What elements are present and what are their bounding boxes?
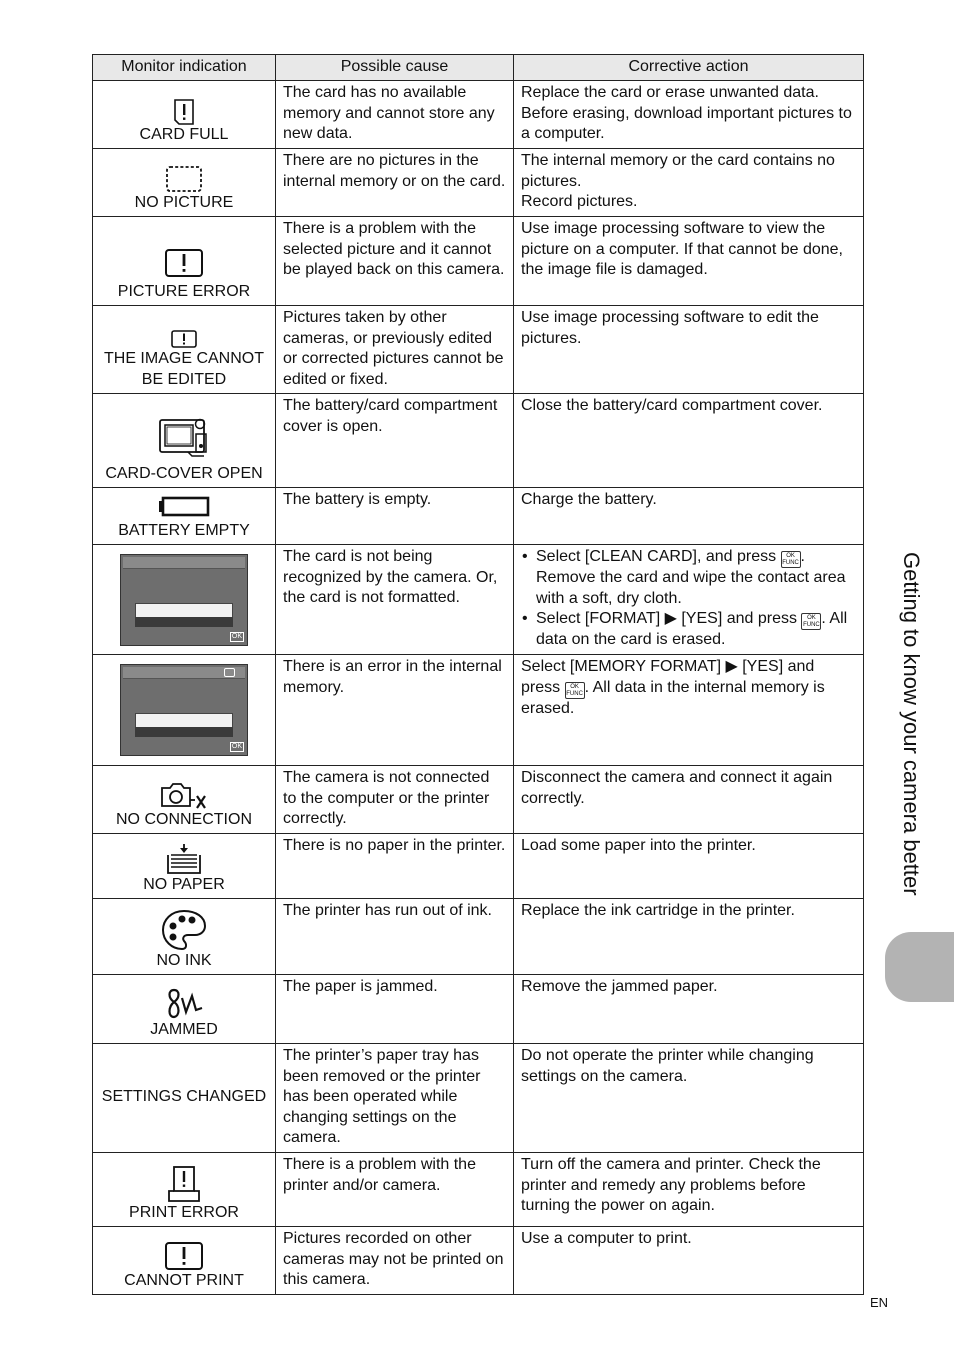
monitor-indication-cell (93, 545, 276, 655)
memory-icon (224, 668, 235, 677)
table-row (93, 1227, 864, 1295)
ok-mark: OK (231, 632, 242, 640)
action-cell: Use image processing software to view the picture on a computer. If that cannot be done, the image file is damaged. (514, 217, 864, 306)
action-cell: Replace the card or erase unwanted data. Before erasing, download important pictures to a computer. (514, 81, 864, 149)
monitor-indication-cell (93, 766, 276, 834)
table-row (93, 1044, 864, 1153)
header-monitor-indication: Monitor indication (93, 55, 276, 81)
printer-warning-icon (166, 1165, 202, 1203)
action-cell: Use a computer to print. (514, 1227, 864, 1295)
cause-cell: There is a problem with the printer and/or camera. (276, 1153, 514, 1227)
table-row (93, 149, 864, 217)
cause-cell: The battery/card compartment cover is open. (276, 394, 514, 488)
monitor-indication-cell (93, 655, 276, 766)
table-row (93, 545, 864, 655)
table-row (93, 766, 864, 834)
table-row (93, 488, 864, 545)
table-row (93, 81, 864, 149)
indication-label: JAMMED (150, 1020, 218, 1038)
indication-label: BATTERY EMPTY (118, 521, 250, 539)
action-bullet: • Select [CLEAN CARD], and press OK FUNC . Remove the card and wipe the contact area with a soft, dry cloth. (521, 547, 856, 609)
indication-label: THE IMAGE CANNOT BE EDITED (103, 350, 264, 388)
cause-cell: Pictures recorded on other cameras may not be printed on this camera. (276, 1227, 514, 1295)
monitor-indication-cell (93, 1044, 276, 1153)
camera-disconnected-icon (159, 782, 209, 810)
table-row (93, 834, 864, 899)
indication-label: NO PICTURE (134, 193, 234, 211)
action-cell: Turn off the camera and printer. Check the printer and remedy any problems before turning the power on again. (514, 1153, 864, 1227)
camera-cover-open-icon (158, 414, 210, 458)
indication-label: PRINT ERROR (129, 1203, 239, 1221)
indication-label: SETTINGS CHANGED (101, 1088, 267, 1106)
monitor-indication-cell (93, 81, 276, 149)
ink-palette-icon (161, 909, 207, 951)
monitor-indication-cell (93, 975, 276, 1044)
error-message-table (92, 54, 864, 1295)
cause-cell: There are no pictures in the internal memory or on the card. (276, 149, 514, 217)
table-row (93, 899, 864, 975)
monitor-indication-cell (93, 899, 276, 975)
indication-label: PICTURE ERROR (117, 282, 251, 300)
monitor-indication-cell (93, 834, 276, 899)
cannot-print-icon (164, 1241, 204, 1271)
card-warning-icon (173, 99, 195, 125)
cause-cell: The printer’s paper tray has been removed or the printer has been operated while changing settings on the camera. (276, 1044, 514, 1153)
cause-cell: Pictures taken by other cameras, or previously edited or corrected pictures cannot be edited or fixed. (276, 306, 514, 394)
cause-cell: The battery is empty. (276, 488, 514, 545)
indication-label: CANNOT PRINT (124, 1271, 244, 1289)
table-row (93, 217, 864, 306)
action-cell: The internal memory or the card contains no pictures. Record pictures. (514, 149, 864, 217)
monitor-indication-cell (93, 149, 276, 217)
action-cell: Select [MEMORY FORMAT] ▶ [YES] and press OK FUNC . All data in the internal memory is erased. (514, 655, 864, 766)
table-header-row (93, 55, 864, 81)
action-cell: Do not operate the printer while changing settings on the camera. (514, 1044, 864, 1153)
chapter-tab (885, 932, 954, 1002)
indication-label: NO PAPER (143, 875, 225, 893)
cause-cell: The card has no available memory and cannot store any new data. (276, 81, 514, 149)
cause-cell: There is an error in the internal memory. (276, 655, 514, 766)
battery-empty-icon (158, 496, 210, 518)
chapter-side-label: Getting to know your camera better (899, 552, 924, 896)
table-row (93, 394, 864, 488)
monitor-indication-cell (93, 217, 276, 306)
ok-func-button-icon: OK FUNC (803, 615, 820, 628)
cause-cell: There is a problem with the selected picture and it cannot be played back on this camera. (276, 217, 514, 306)
action-cell: Disconnect the camera and connect it again correctly. (514, 766, 864, 834)
table-row (93, 306, 864, 394)
cause-cell: The printer has run out of ink. (276, 899, 514, 975)
monitor-indication-cell (93, 488, 276, 545)
action-cell: Replace the ink cartridge in the printer. (514, 899, 864, 975)
action-cell: Remove the jammed paper. (514, 975, 864, 1044)
header-corrective-action: Corrective action (514, 55, 864, 81)
indication-label: NO INK (156, 951, 212, 969)
cause-cell: There is no paper in the printer. (276, 834, 514, 899)
monitor-indication-cell (93, 306, 276, 394)
indication-label: CARD-COVER OPEN (105, 464, 263, 482)
action-cell: Load some paper into the printer. (514, 834, 864, 899)
table-row (93, 655, 864, 766)
action-cell (514, 545, 864, 655)
header-possible-cause: Possible cause (276, 55, 514, 81)
ok-func-button-icon: OK FUNC (566, 683, 583, 697)
cause-cell: The paper is jammed. (276, 975, 514, 1044)
action-cell: Charge the battery. (514, 488, 864, 545)
monitor-indication-cell (93, 1153, 276, 1227)
action-bullet: • Select [FORMAT] ▶ [YES] and press OK FUNC . All data on the card is erased. (521, 609, 856, 651)
memory-setup-screen (120, 664, 248, 756)
warning-frame-icon (164, 248, 204, 278)
monitor-indication-cell (93, 1227, 276, 1295)
paper-jam-icon (164, 988, 204, 1020)
action-bullet-list (521, 547, 856, 651)
card-setup-screen (120, 554, 248, 646)
indication-label: CARD FULL (139, 125, 229, 143)
ok-mark: OK (231, 743, 242, 750)
cause-cell: The card is not being recognized by the camera. Or, the card is not formatted. (276, 545, 514, 655)
action-cell: Close the battery/card compartment cover. (514, 394, 864, 488)
action-cell: Use image processing software to edit the pictures. (514, 306, 864, 394)
paper-tray-icon (165, 843, 203, 875)
empty-frame-icon (165, 165, 203, 193)
indication-label: NO CONNECTION (116, 810, 252, 828)
table-row (93, 1153, 864, 1227)
cause-cell: The camera is not connected to the computer or the printer correctly. (276, 766, 514, 834)
language-label: EN (870, 1295, 889, 1310)
monitor-indication-cell (93, 394, 276, 488)
warning-frame-small-icon (170, 329, 198, 349)
ok-func-button-icon: OK FUNC (782, 553, 799, 566)
table-row (93, 975, 864, 1044)
